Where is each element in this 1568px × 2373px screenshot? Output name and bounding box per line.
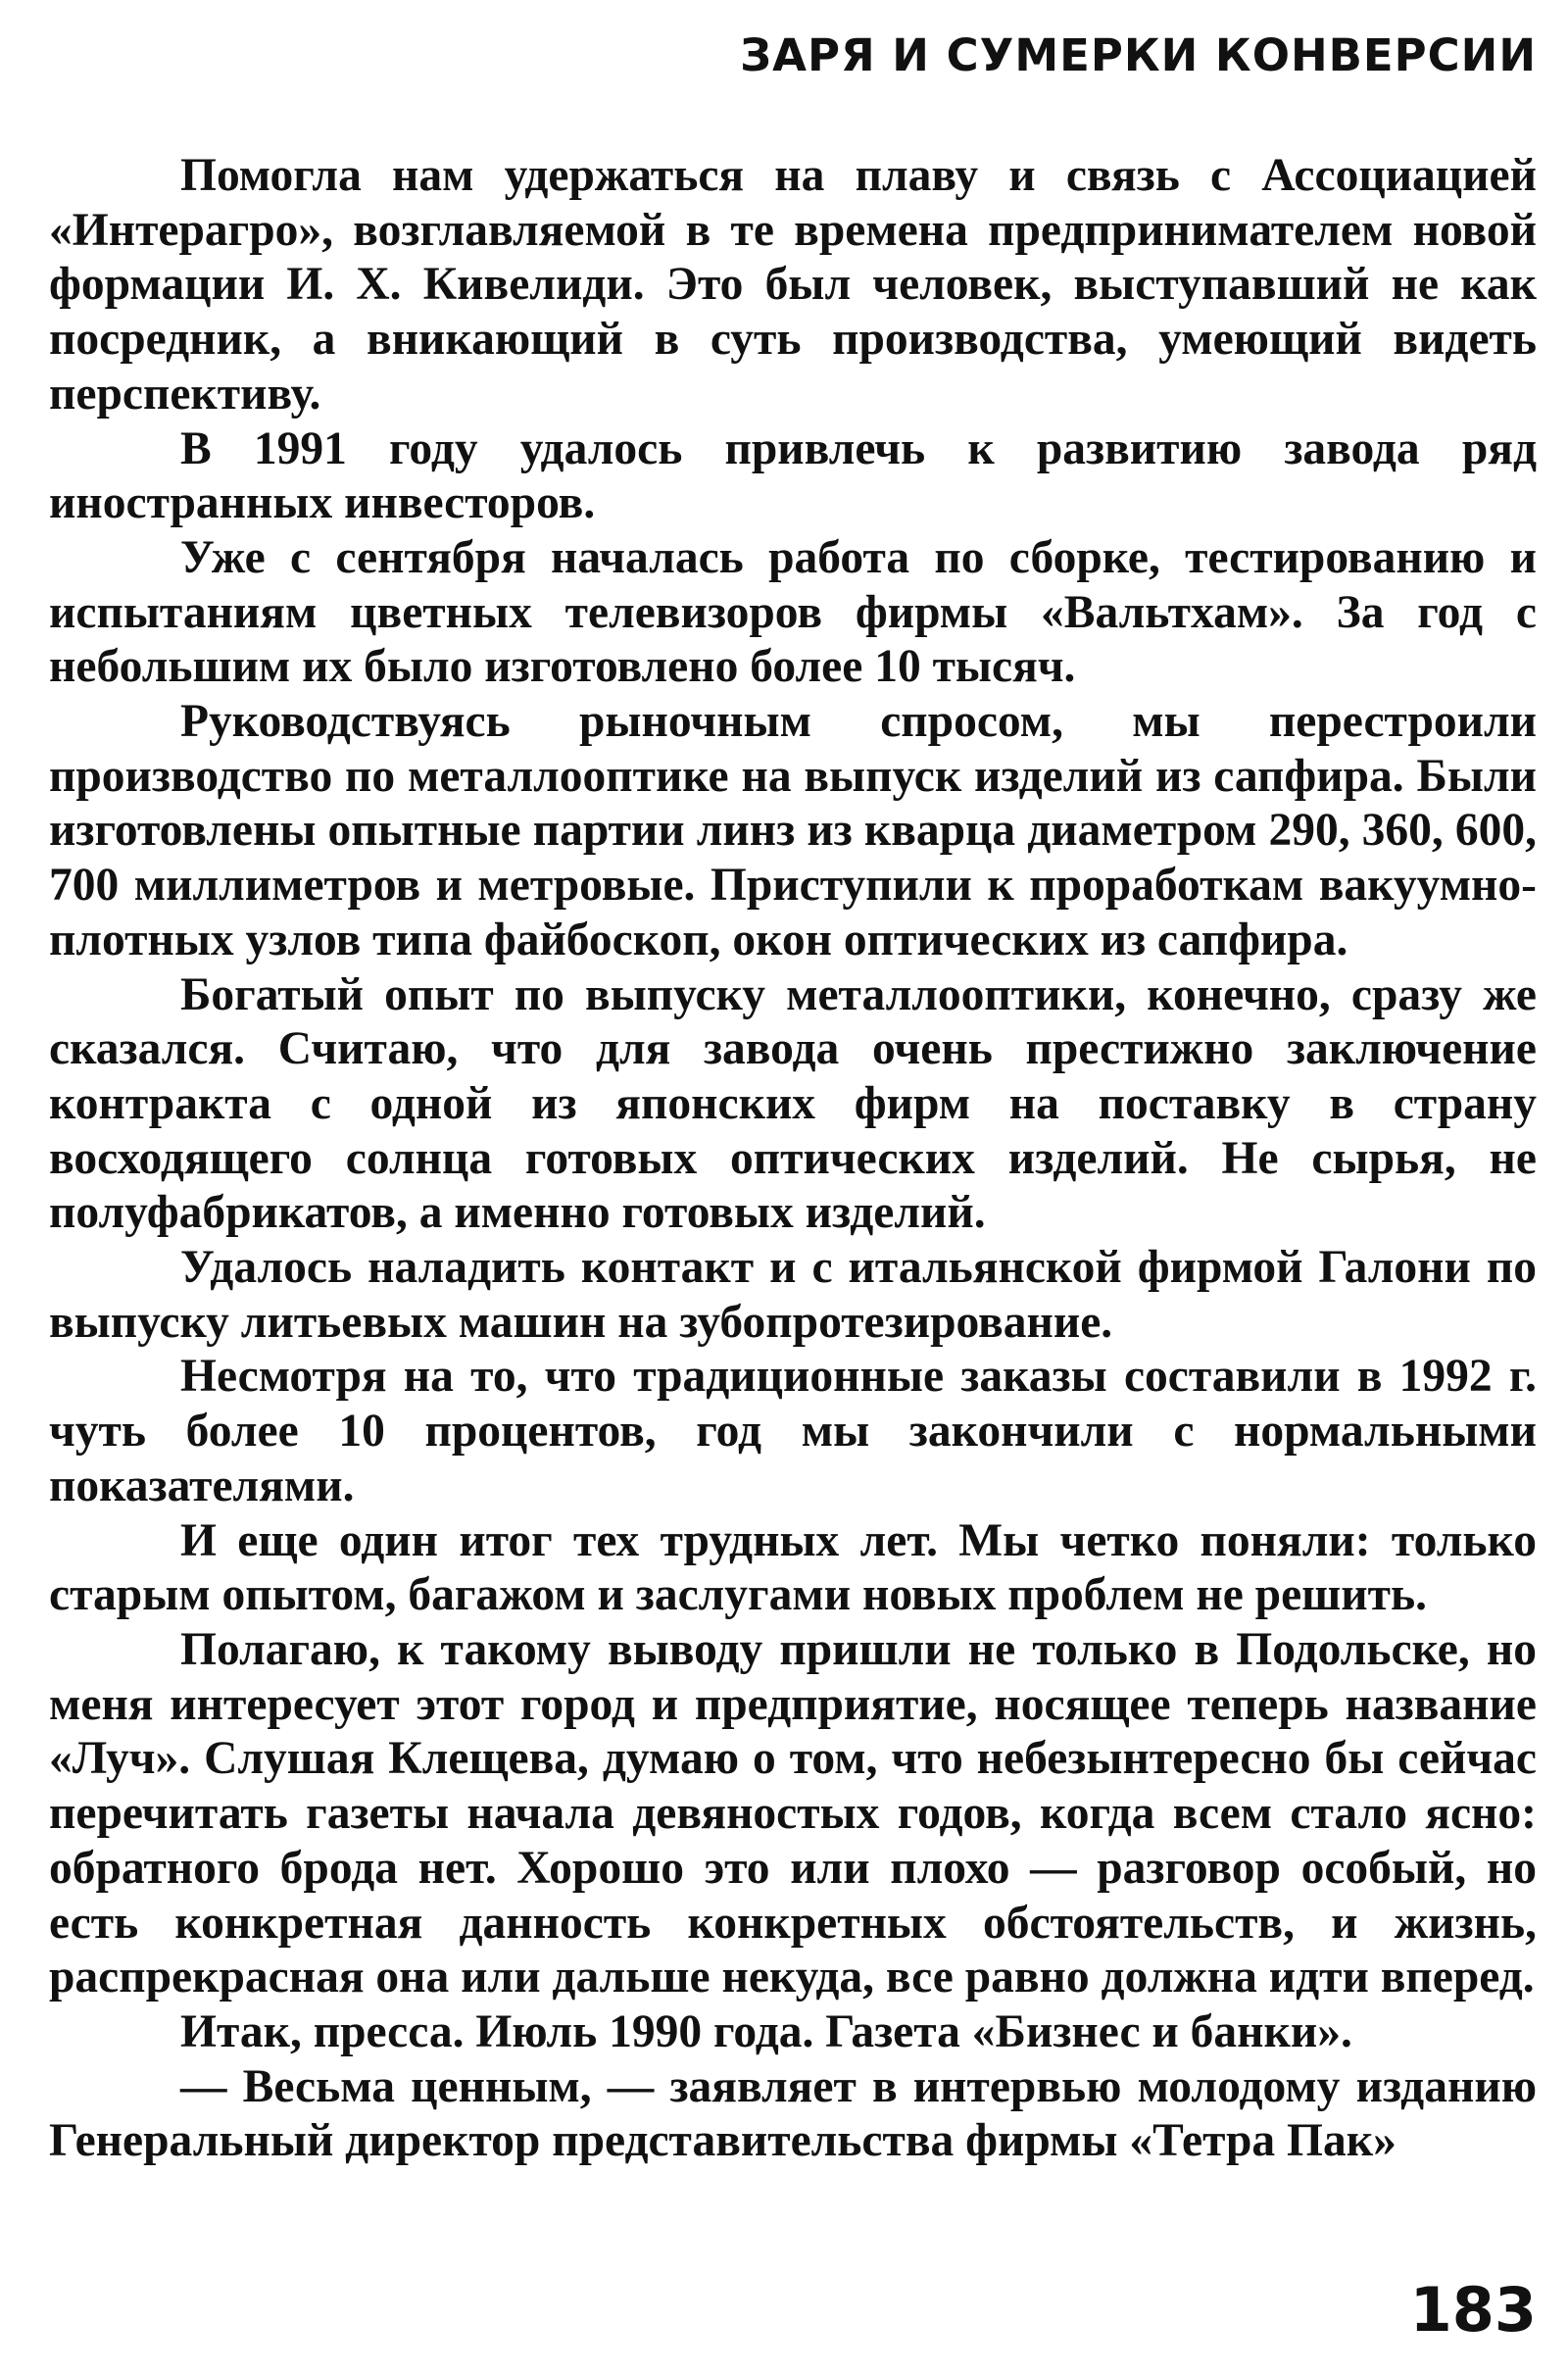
paragraph: Несмотря на то, что традиционные заказы составили в 1992 г. чуть более 10 процентов, год мы закончили с нормальными показателями. (49, 1351, 1537, 1511)
paragraph: Итак, пресса. Июль 1990 года. Газета «Бизнес и банки». (180, 2005, 1352, 2057)
paragraph: Полагаю, к такому выводу пришли не только в Подольске, но меня интересует этот город и предприятие, носящее теперь название «Луч». Слушая Клещева, думаю о том, что небезынтересно бы сейчас перечитать газеты начала девяностых годов, когда всем стало ясно: обратного брода нет. Хорошо это или плохо — разговор особый, но есть конкретная данность конкретных обстоятельств, и жизнь, распрекрасная она или дальше некуда, все равно должна идти вперед. (49, 1623, 1537, 2003)
paragraph: Уже с сентября началась работа по сборке, тестированию и испытаниям цветных телевизоров фирмы «Вальтхам». За год с небольшим их было изготовлено более 10 тысяч. (49, 531, 1537, 693)
page-number: 183 (1409, 2274, 1537, 2346)
paragraph: Руководствуясь рыночным спросом, мы перестроили производство по металлооптике на выпуск изделий из сапфира. Были изготовлены опытные партии линз из кварца диаметром 290, 360, 600, 700 миллиметров и метровые. Приступили к проработкам вакуумно-плотных узлов типа файбоскоп, окон оптических из сапфира. (49, 696, 1537, 965)
paragraph: И еще один итог тех трудных лет. Мы четко поняли: только старым опытом, багажом и заслугами новых проблем не решить. (49, 1514, 1537, 1621)
body-text (49, 149, 1537, 2169)
paragraph: Помогла нам удержаться на плаву и связь с Ассоциацией «Интерагро», возглавляемой в те времена предпринимателем новой формации И. Х. Кивелиди. Это был человек, выступавший не как посредник, а вникающий в суть производства, умеющий видеть перспективу. (49, 150, 1537, 420)
paragraph: Удалось наладить контакт и с итальянской фирмой Галони по выпуску литьевых машин на зубопротезирование. (49, 1242, 1537, 1348)
paragraph: — Весьма ценным, — заявляет в интервью молодому изданию Генеральный директор представительства фирмы «Тетра Пак» (49, 2060, 1537, 2167)
paragraph: В 1991 году удалось привлечь к развитию завода ряд иностранных инвесторов. (49, 422, 1537, 529)
running-head: ЗАРЯ И СУМЕРКИ КОНВЕРСИИ (740, 29, 1537, 81)
paragraph: Богатый опыт по выпуску металлооптики, конечно, сразу же сказался. Считаю, что для завода очень престижно заключение контракта с одной из японских фирм на поставку в страну восходящего солнца готовых оптических изделий. Не сырья, не полуфабрикатов, а именно готовых изделий. (49, 968, 1537, 1239)
